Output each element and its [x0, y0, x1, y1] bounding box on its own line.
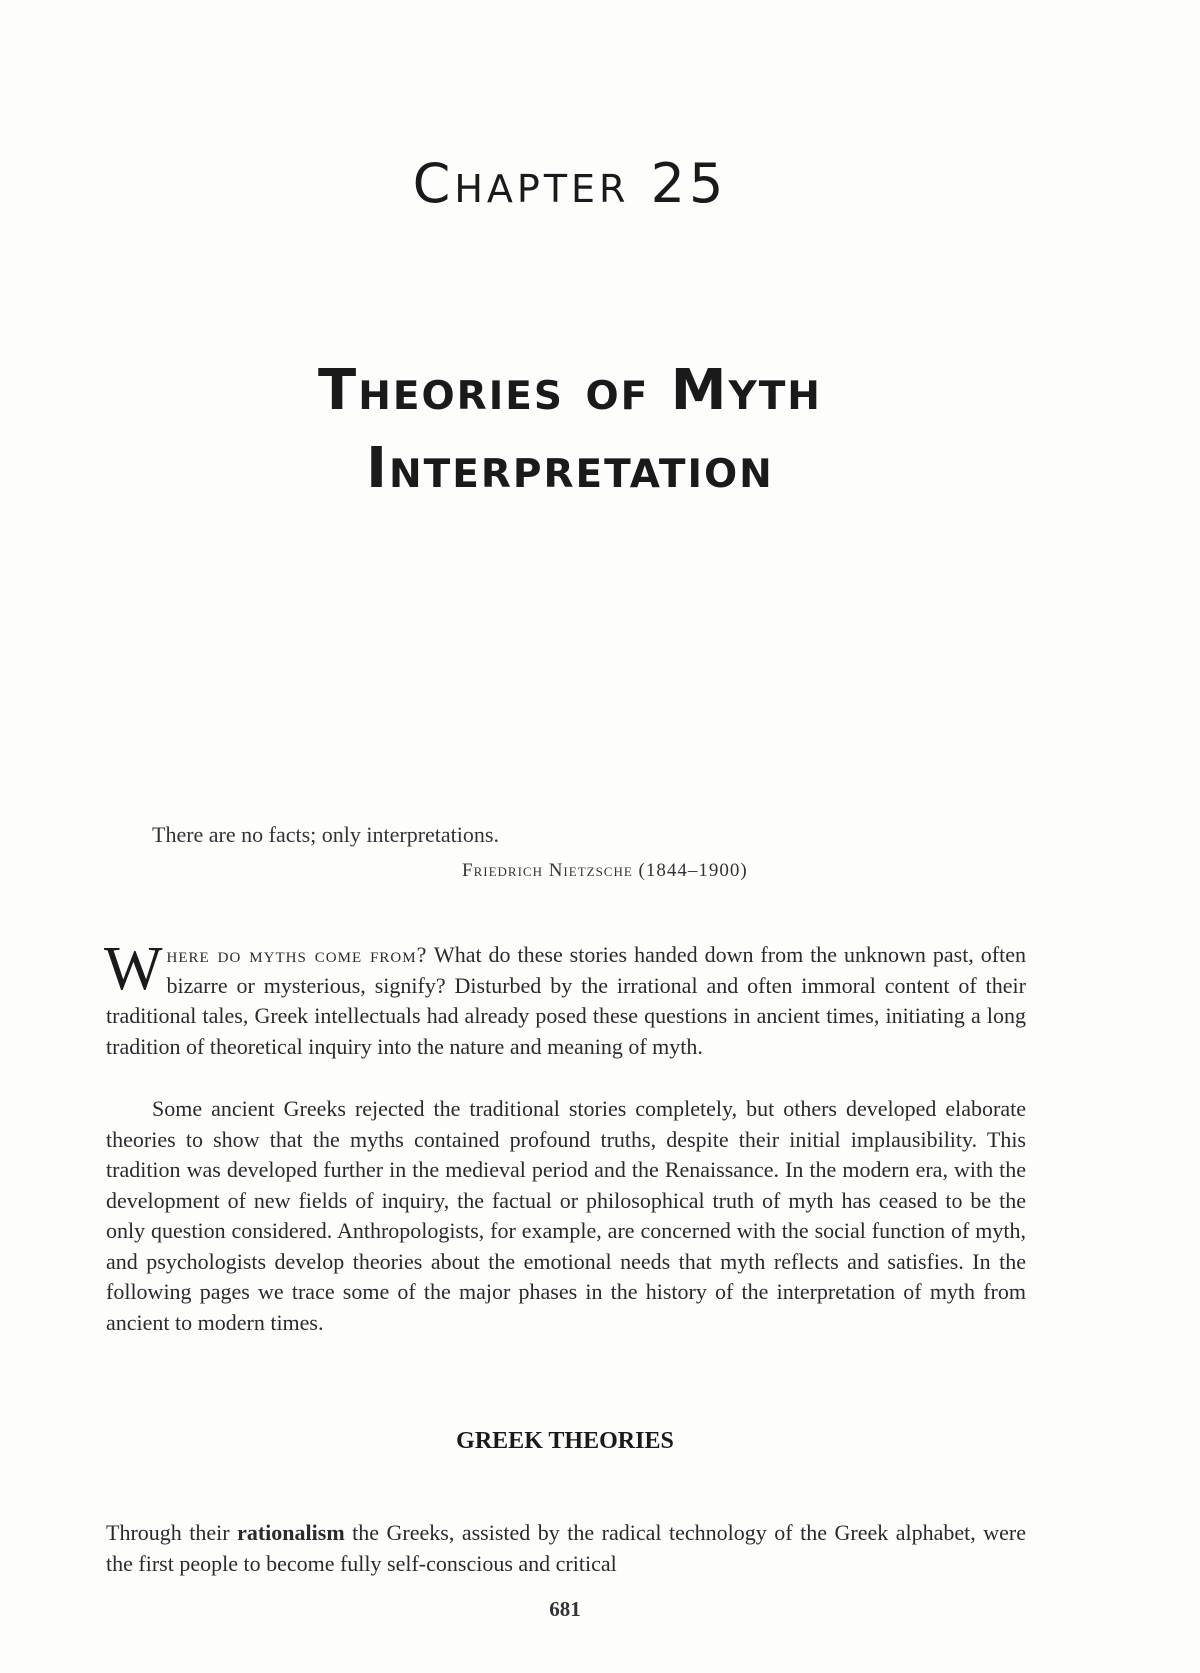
epigraph-quote: There are no facts; only interpretations.: [152, 822, 499, 847]
chapter-title-line-2: Interpretation: [366, 436, 774, 501]
paragraph-1: [104, 935, 1026, 1062]
epigraph-attribution: Friedrich Nietzsche (1844–1900): [462, 860, 748, 881]
paragraph-2: [106, 1094, 1026, 1338]
paragraph-3-start: Through their: [106, 1520, 238, 1545]
drop-cap: W: [104, 935, 163, 1003]
paragraph-3-text: the Greeks, assisted by the radical technology of the Greek alphabet, were the first people to become fully self-conscious and critical: [106, 1520, 1026, 1576]
chapter-label: Chapter 25: [412, 152, 728, 215]
paragraph-1-leadin: here do myths come from?: [166, 942, 428, 967]
chapter-title: [0, 352, 1140, 508]
paragraph-1-text: What do these stories handed down from the unknown past, often bizarre or mysterious, signify? Disturbed by the irrational and often immoral content of their traditional tales, Greek intellectuals had already posed these questions in ancient times, initiating a long tradition of theoretical inquiry into the nature and meaning of myth.: [106, 942, 1026, 1059]
paragraph-2-text: Some ancient Greeks rejected the traditional stories completely, but others developed elaborate theories to show that the myths contained profound truths, despite their initial implausibility. This tradition was developed further in the medieval period and the Renaissance. In the modern era, with the development of new fields of inquiry, the factual or philosophical truth of myth has ceased to be the only question considered. Anthropologists, for example, are concerned with the social function of myth, and psychologists develop theories about the emotional needs that myth reflects and satisfies. In the following pages we trace some of the major phases in the history of the interpretation of myth from ancient to modern times.: [106, 1096, 1026, 1335]
page-number: 681: [549, 1597, 581, 1621]
chapter-title-line-1: Theories of Myth: [318, 358, 822, 423]
paragraph-3: [106, 1496, 1026, 1601]
section-heading: GREEK THEORIES: [456, 1428, 674, 1454]
key-term: rationalism: [237, 1520, 345, 1545]
